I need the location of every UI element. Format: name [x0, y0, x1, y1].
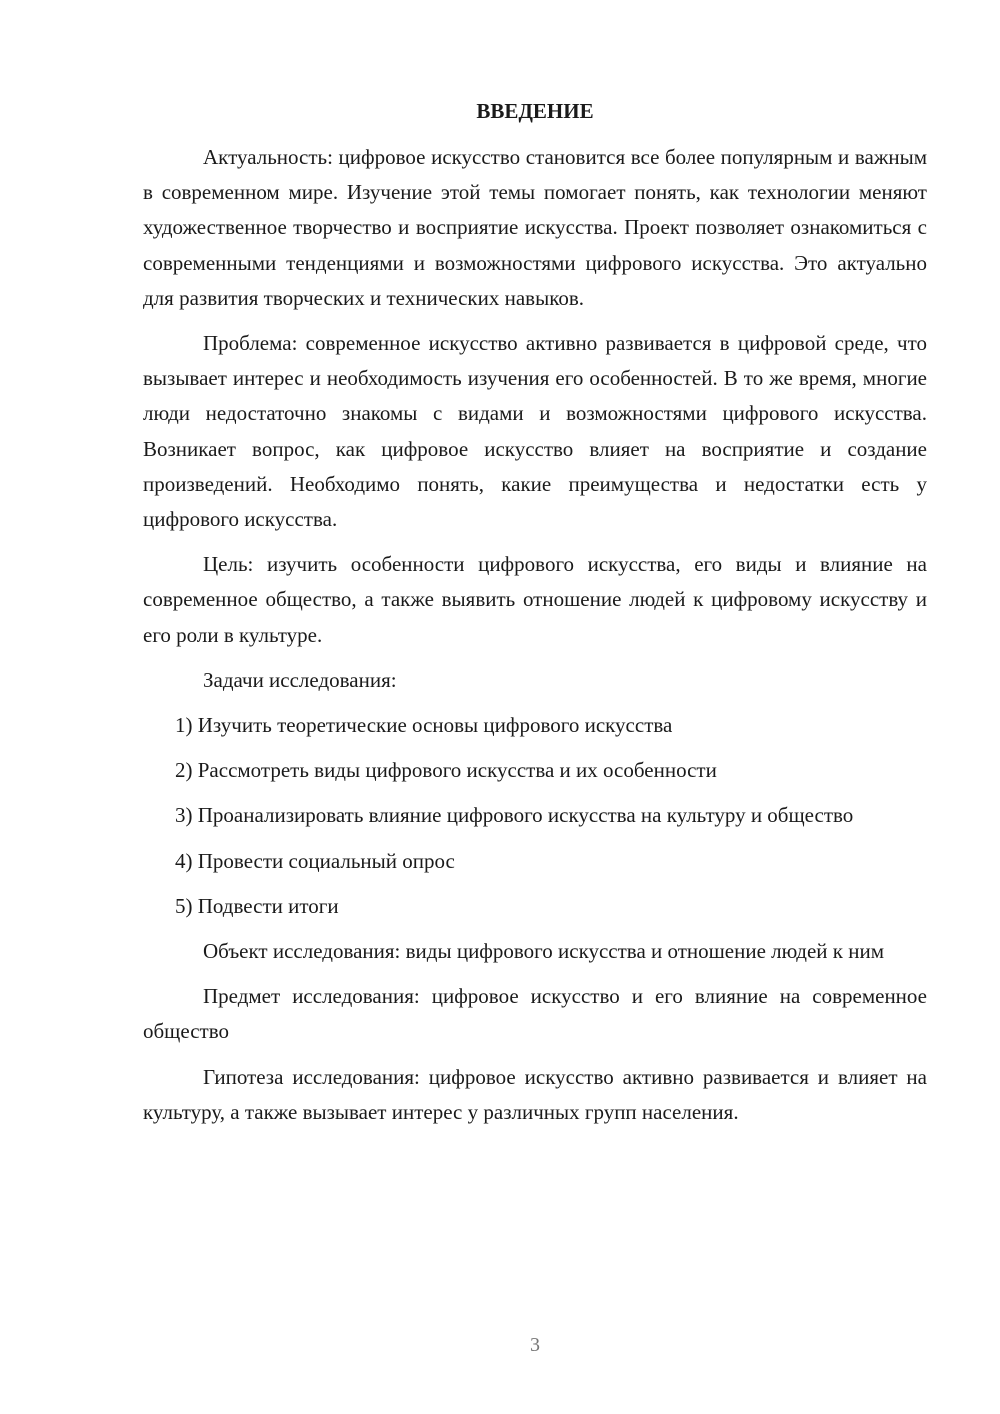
task-item-4: 4) Провести социальный опрос [175, 848, 455, 873]
subject-paragraph: Предмет исследования: цифровое искусство и его влияние на современное общество [143, 984, 927, 1044]
section-heading: ВВЕДЕНИЕ [476, 99, 594, 123]
tasks-title: Задачи исследования: [203, 667, 397, 692]
task-item-5: 5) Подвести итоги [175, 893, 339, 918]
hypothesis-paragraph: Гипотеза исследования: цифровое искусство активно развивается и влияет на культуру, а также вызывает интерес у различных групп населения. [143, 1064, 927, 1124]
document-page [143, 96, 927, 1140]
object-paragraph: Объект исследования: виды цифрового искусства и отношение людей к ним [203, 939, 884, 964]
task-item-3: 3) Проанализировать влияние цифрового искусства на культуру и общество [175, 803, 854, 828]
page-number: 3 [530, 1334, 540, 1356]
task-item-2: 2) Рассмотреть виды цифрового искусства и их особенности [175, 758, 717, 783]
problem-paragraph: Проблема: современное искусство активно развивается в цифровой среде, что вызывает интерес и необходимость изучения его особенностей. В то же время, многие люди недостаточно знакомы с видами и возможностями цифрового искусства. Возникает вопрос, как цифровое искусство влияет на восприятие и создание произведений. Необходимо понять, какие преимущества и недостатки есть у цифрового искусства. [143, 331, 927, 532]
task-item-1: 1) Изучить теоретические основы цифрового искусства [175, 713, 673, 738]
relevance-paragraph: Актуальность: цифровое искусство становится все более популярным и важным в современном мире. Изучение этой темы помогает понять, как технологии меняют художественное творчество и восприятие искусства. Проект позволяет ознакомиться с современными тенденциями и возможностями цифрового искусства. Это актуально для развития творческих и технических навыков. [143, 145, 927, 310]
goal-paragraph: Цель: изучить особенности цифрового искусства, его виды и влияние на современное общество, а также выявить отношение людей к цифровому искусству и его роли в культуре. [143, 552, 927, 647]
